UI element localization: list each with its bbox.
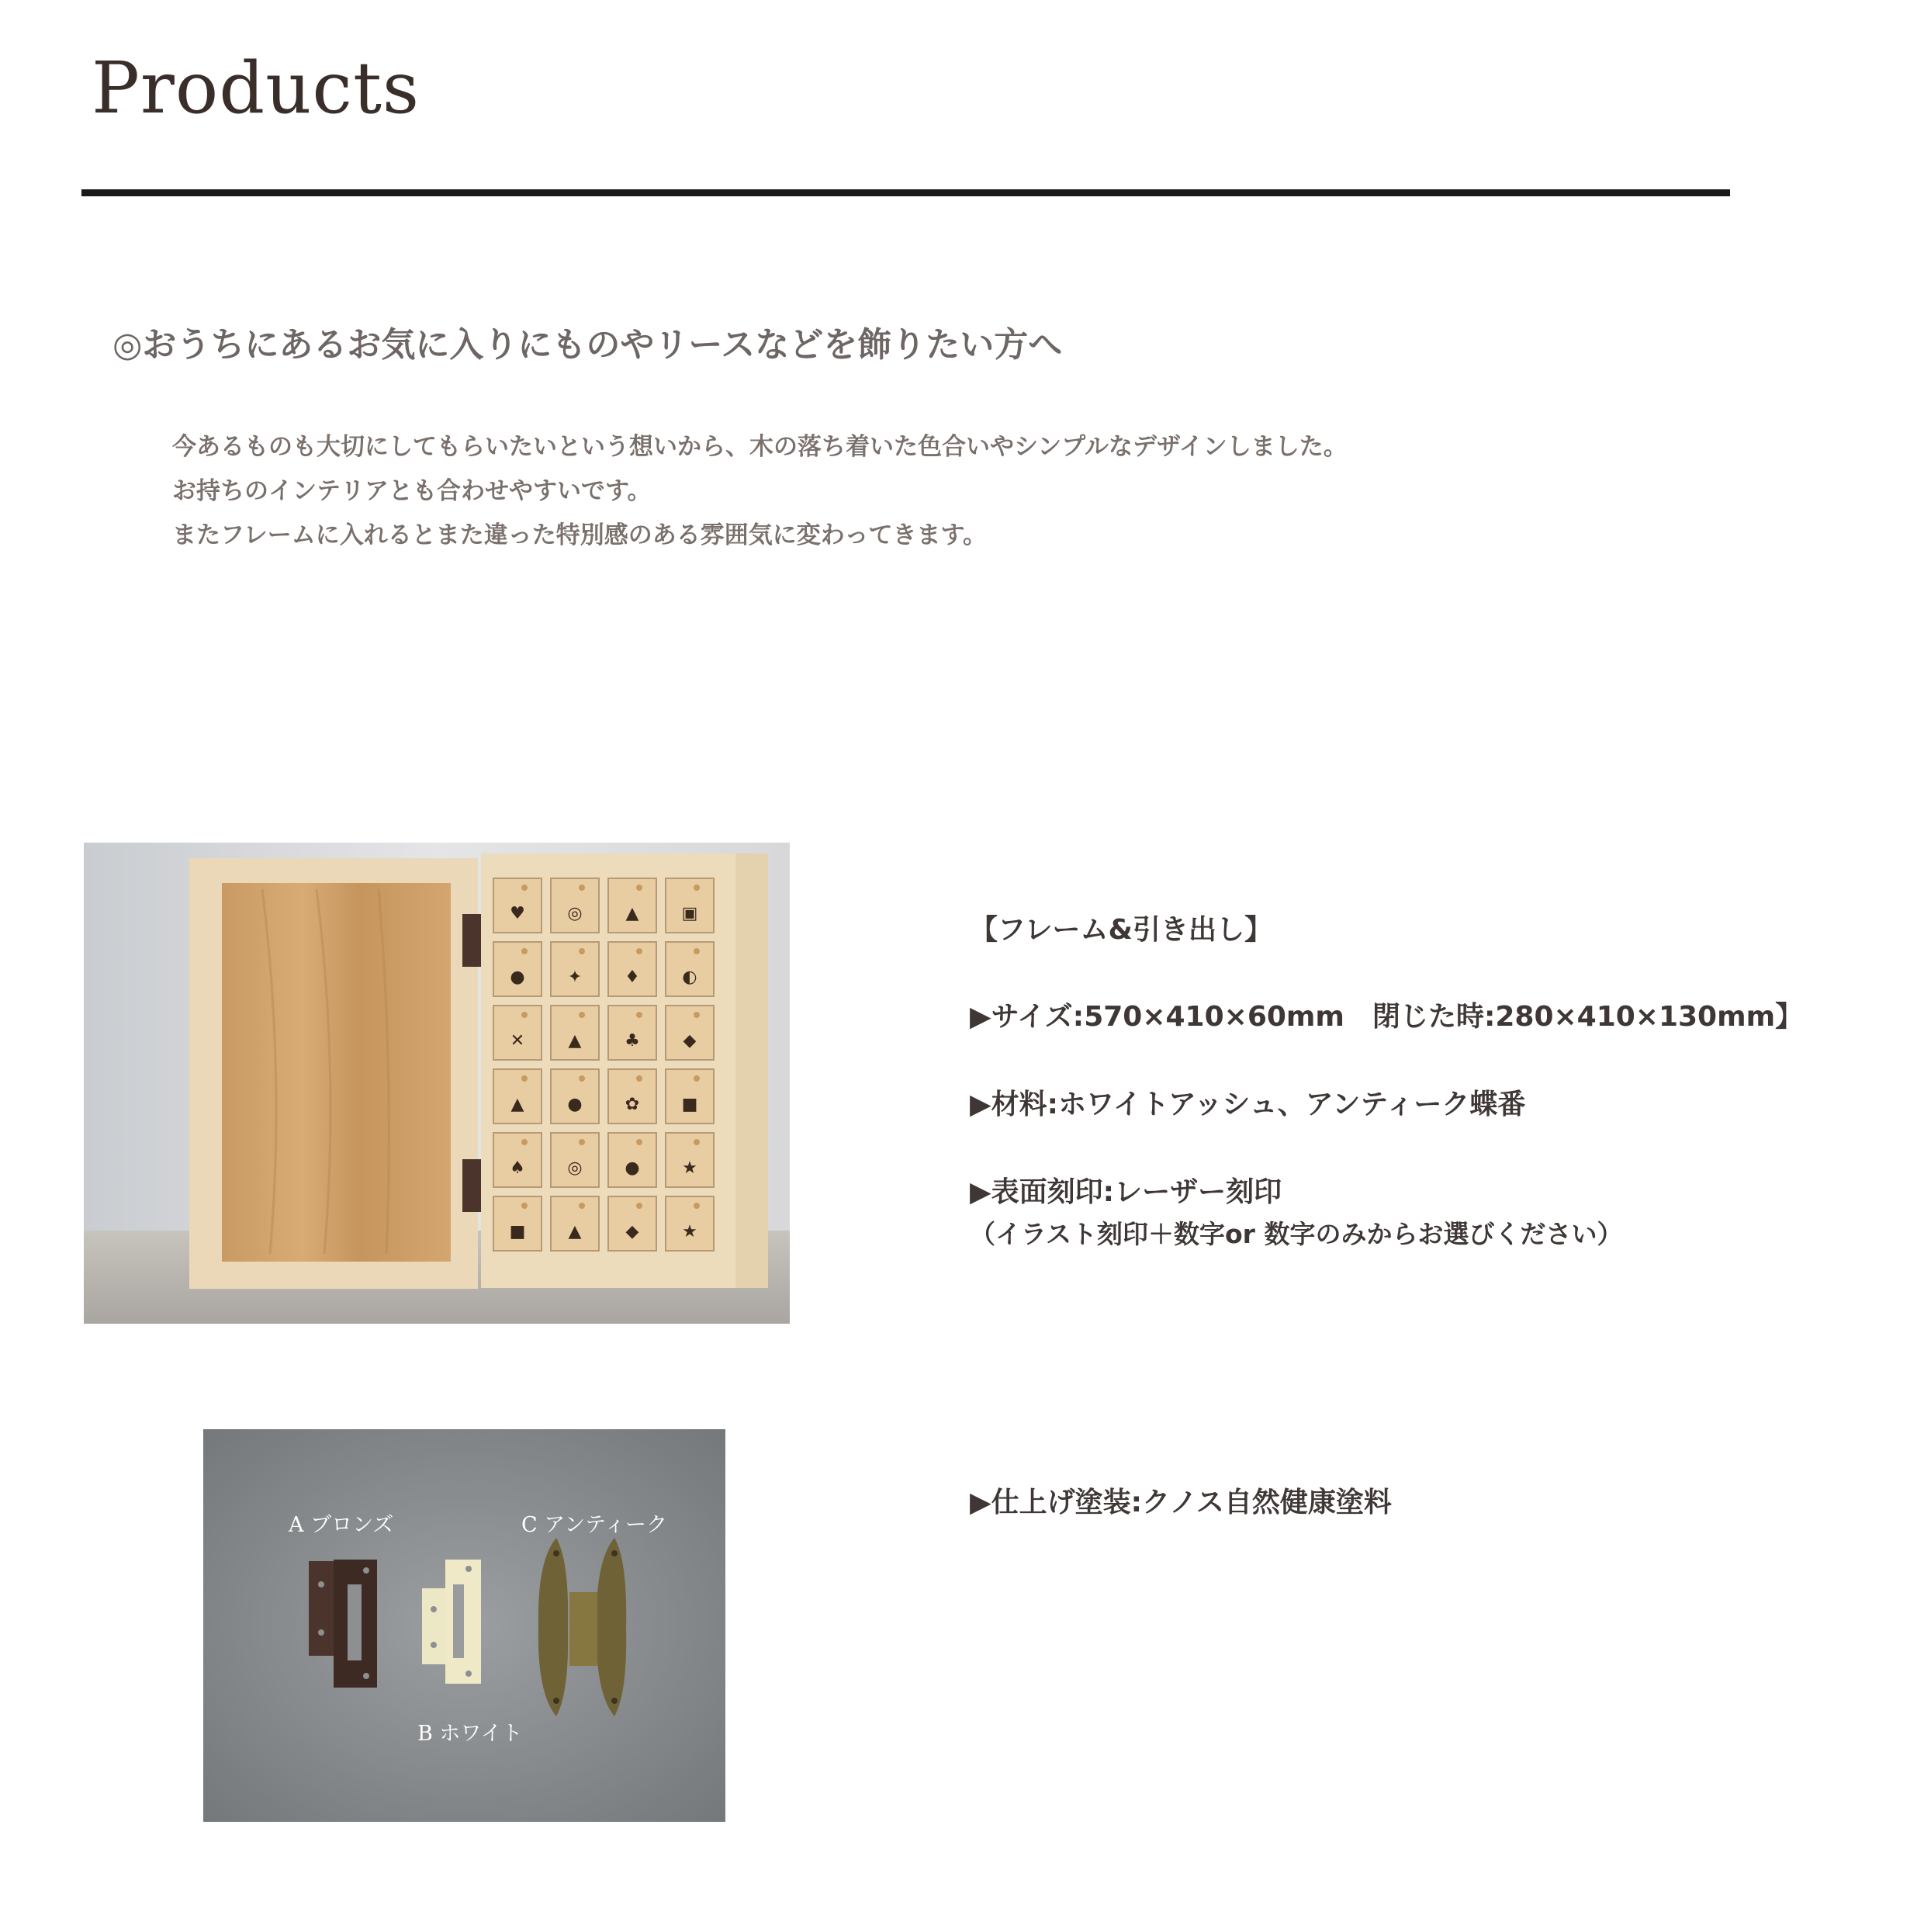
drawer-engraving-icon: ✦: [567, 968, 583, 987]
drawer-engraving-icon: ●: [625, 1158, 640, 1178]
drawer-engraving-icon: ♠: [510, 1158, 525, 1178]
drawer-engraving-icon: ★: [682, 1222, 697, 1241]
drawer-knob: [694, 1203, 700, 1209]
drawer-engraving-icon: ▣: [681, 904, 698, 923]
intro-line: 今あるものも大切にしてもらいたいという想いから、木の落ち着いた色合いやシンプルなデザインしました。: [172, 433, 1348, 461]
drawer-knob: [521, 948, 528, 954]
drawer-knob: [579, 1139, 585, 1145]
drawer-engraving-icon: ▲: [625, 904, 639, 923]
frame-with-drawers-photo: [84, 843, 790, 1324]
drawer-engraving-icon: ◎: [567, 904, 583, 923]
intro-text: [172, 425, 1348, 558]
drawer-knob: [579, 1012, 585, 1018]
drawer-engraving-icon: ♦: [625, 968, 640, 987]
drawer-knob: [521, 1075, 528, 1082]
drawer-knob: [579, 1075, 585, 1082]
drawer-knob: [636, 1203, 642, 1209]
spec-engraving: ▶表面刻印:レーザー刻印: [970, 1176, 1282, 1208]
drawer-knob: [521, 885, 528, 891]
drawer-knob: [636, 1012, 642, 1018]
drawer-engraving-icon: ◎: [567, 1158, 583, 1178]
spec-finish: ▶仕上げ塗装:クノス自然健康塗料: [970, 1487, 1392, 1518]
drawer-knob: [636, 1139, 642, 1145]
drawer-knob: [636, 885, 642, 891]
drawer-knob: [579, 1203, 585, 1209]
hinge-c-label: C アンティーク: [521, 1513, 668, 1537]
drawer-engraving-icon: ●: [510, 968, 525, 987]
drawer-engraving-icon: ▲: [510, 1095, 524, 1114]
drawer-knob: [521, 1203, 528, 1209]
drawer-engraving-icon: ✿: [625, 1095, 640, 1114]
intro-line: お持ちのインテリアとも合わせやすいです。: [172, 477, 652, 505]
drawer-knob: [579, 885, 585, 891]
drawer-engraving-icon: ▲: [568, 1222, 582, 1241]
drawer-knob: [521, 1012, 528, 1018]
drawer-knob: [694, 948, 700, 954]
spec-engraving-note: （イラスト刻印＋数字or 数字のみからお選びください）: [970, 1219, 1623, 1249]
drawer-knob: [694, 1139, 700, 1145]
drawer-engraving-icon: ♣: [625, 1031, 640, 1051]
hinge-options-photo: [203, 1429, 725, 1822]
drawer-engraving-icon: ◆: [683, 1031, 697, 1051]
drawer-engraving-icon: ■: [509, 1222, 526, 1241]
drawer-engraving-icon: ●: [567, 1095, 583, 1114]
drawer-engraving-icon: ■: [681, 1095, 698, 1114]
drawer-engraving-icon: ◆: [625, 1222, 639, 1241]
spec-section-title: 【フレーム&引き出し】: [970, 914, 1272, 946]
drawer-engraving-icon: ★: [682, 1158, 697, 1178]
hinge-a-label: A ブロンズ: [289, 1513, 394, 1537]
drawer-knob: [636, 948, 642, 954]
title-divider: [81, 189, 1730, 196]
drawer-engraving-icon: ◐: [682, 968, 697, 987]
section-heading: ◎おうちにあるお気に入りにものやリースなどを飾りたい方へ: [112, 325, 1063, 365]
spec-size: ▶サイズ:570×410×60mm 閉じた時:280×410×130mm】: [970, 1001, 1804, 1033]
drawer-knob: [636, 1075, 642, 1082]
drawer-knob: [694, 885, 700, 891]
drawer-engraving-icon: ♥: [510, 904, 525, 923]
drawer-knob: [694, 1012, 700, 1018]
drawer-knob: [694, 1075, 700, 1082]
spec-material: ▶材料:ホワイトアッシュ、アンティーク蝶番: [970, 1089, 1526, 1120]
drawer-knob: [521, 1139, 528, 1145]
hinge-b-label: B ホワイト: [417, 1722, 523, 1746]
drawer-engraving-icon: ▲: [568, 1031, 582, 1051]
drawer-engraving-icon: ✕: [510, 1031, 525, 1051]
intro-line: またフレームに入れるとまた違った特別感のある雰囲気に変わってきます。: [172, 521, 987, 549]
drawer-knob: [579, 948, 585, 954]
page-title: Products: [92, 47, 420, 130]
